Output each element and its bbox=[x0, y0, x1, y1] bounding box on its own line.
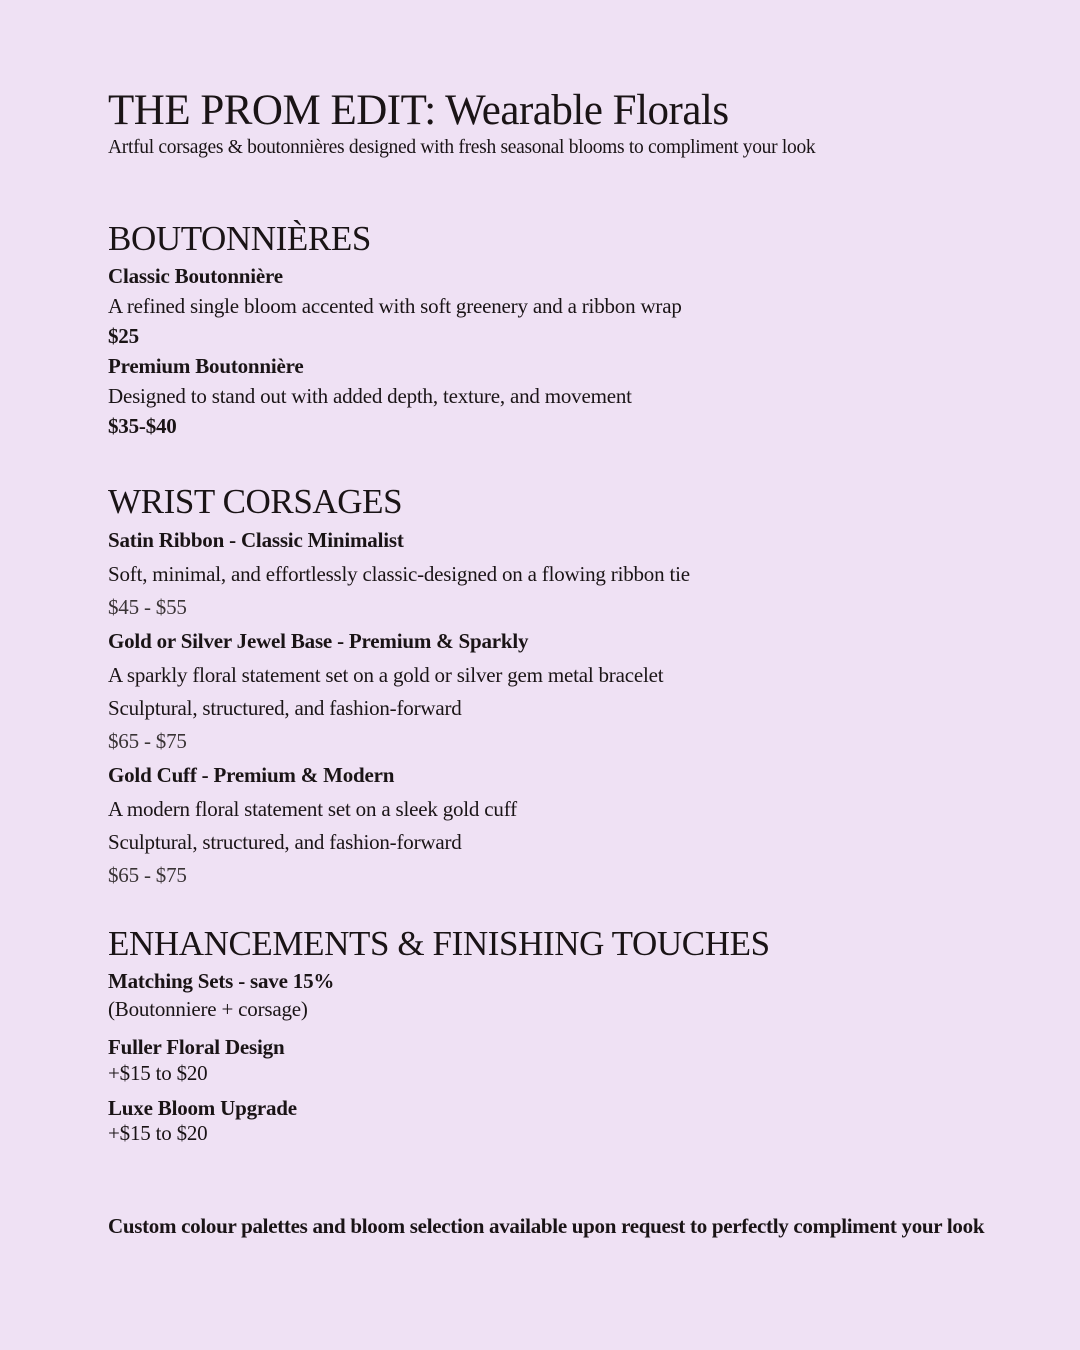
item-price: $35-$40 bbox=[108, 414, 177, 438]
section-heading-enhancements: ENHANCEMENTS & FINISHING TOUCHES bbox=[108, 924, 770, 963]
item-name: Premium Boutonnière bbox=[108, 354, 304, 378]
item-description-secondary: Sculptural, structured, and fashion-forward bbox=[108, 696, 462, 720]
enhancement-name: Matching Sets - save 15% bbox=[108, 969, 335, 993]
item-description: A sparkly floral statement set on a gold or silver gem metal bracelet bbox=[108, 663, 664, 687]
item-description-secondary: Sculptural, structured, and fashion-forward bbox=[108, 830, 462, 854]
enhancement-name: Fuller Floral Design bbox=[108, 1035, 285, 1059]
section-heading-corsages: WRIST CORSAGES bbox=[108, 482, 403, 521]
item-description: Soft, minimal, and effortlessly classic-designed on a flowing ribbon tie bbox=[108, 562, 690, 586]
item-name: Gold Cuff - Premium & Modern bbox=[108, 763, 395, 787]
item-name: Gold or Silver Jewel Base - Premium & Sparkly bbox=[108, 629, 529, 653]
item-name: Satin Ribbon - Classic Minimalist bbox=[108, 528, 404, 552]
section-heading-boutonnieres: BOUTONNIÈRES bbox=[108, 219, 371, 258]
page-subtitle: Artful corsages & boutonnières designed with fresh seasonal blooms to compliment your look bbox=[108, 137, 816, 158]
page-title: THE PROM EDIT: Wearable Florals bbox=[108, 87, 729, 134]
item-price: $25 bbox=[108, 324, 139, 348]
footer-note: Custom colour palettes and bloom selection available upon request to perfectly compliment your look bbox=[108, 1214, 985, 1238]
item-price: $45 - $55 bbox=[108, 595, 187, 619]
enhancement-detail: (Boutonniere + corsage) bbox=[108, 997, 308, 1021]
item-price: $65 - $75 bbox=[108, 729, 187, 753]
enhancement-detail: +$15 to $20 bbox=[108, 1121, 208, 1145]
item-price: $65 - $75 bbox=[108, 863, 187, 887]
enhancement-detail: +$15 to $20 bbox=[108, 1061, 208, 1085]
item-description: A refined single bloom accented with soft greenery and a ribbon wrap bbox=[108, 294, 682, 318]
item-description: A modern floral statement set on a sleek gold cuff bbox=[108, 797, 517, 821]
item-description: Designed to stand out with added depth, texture, and movement bbox=[108, 384, 632, 408]
enhancement-name: Luxe Bloom Upgrade bbox=[108, 1096, 297, 1120]
item-name: Classic Boutonnière bbox=[108, 264, 283, 288]
